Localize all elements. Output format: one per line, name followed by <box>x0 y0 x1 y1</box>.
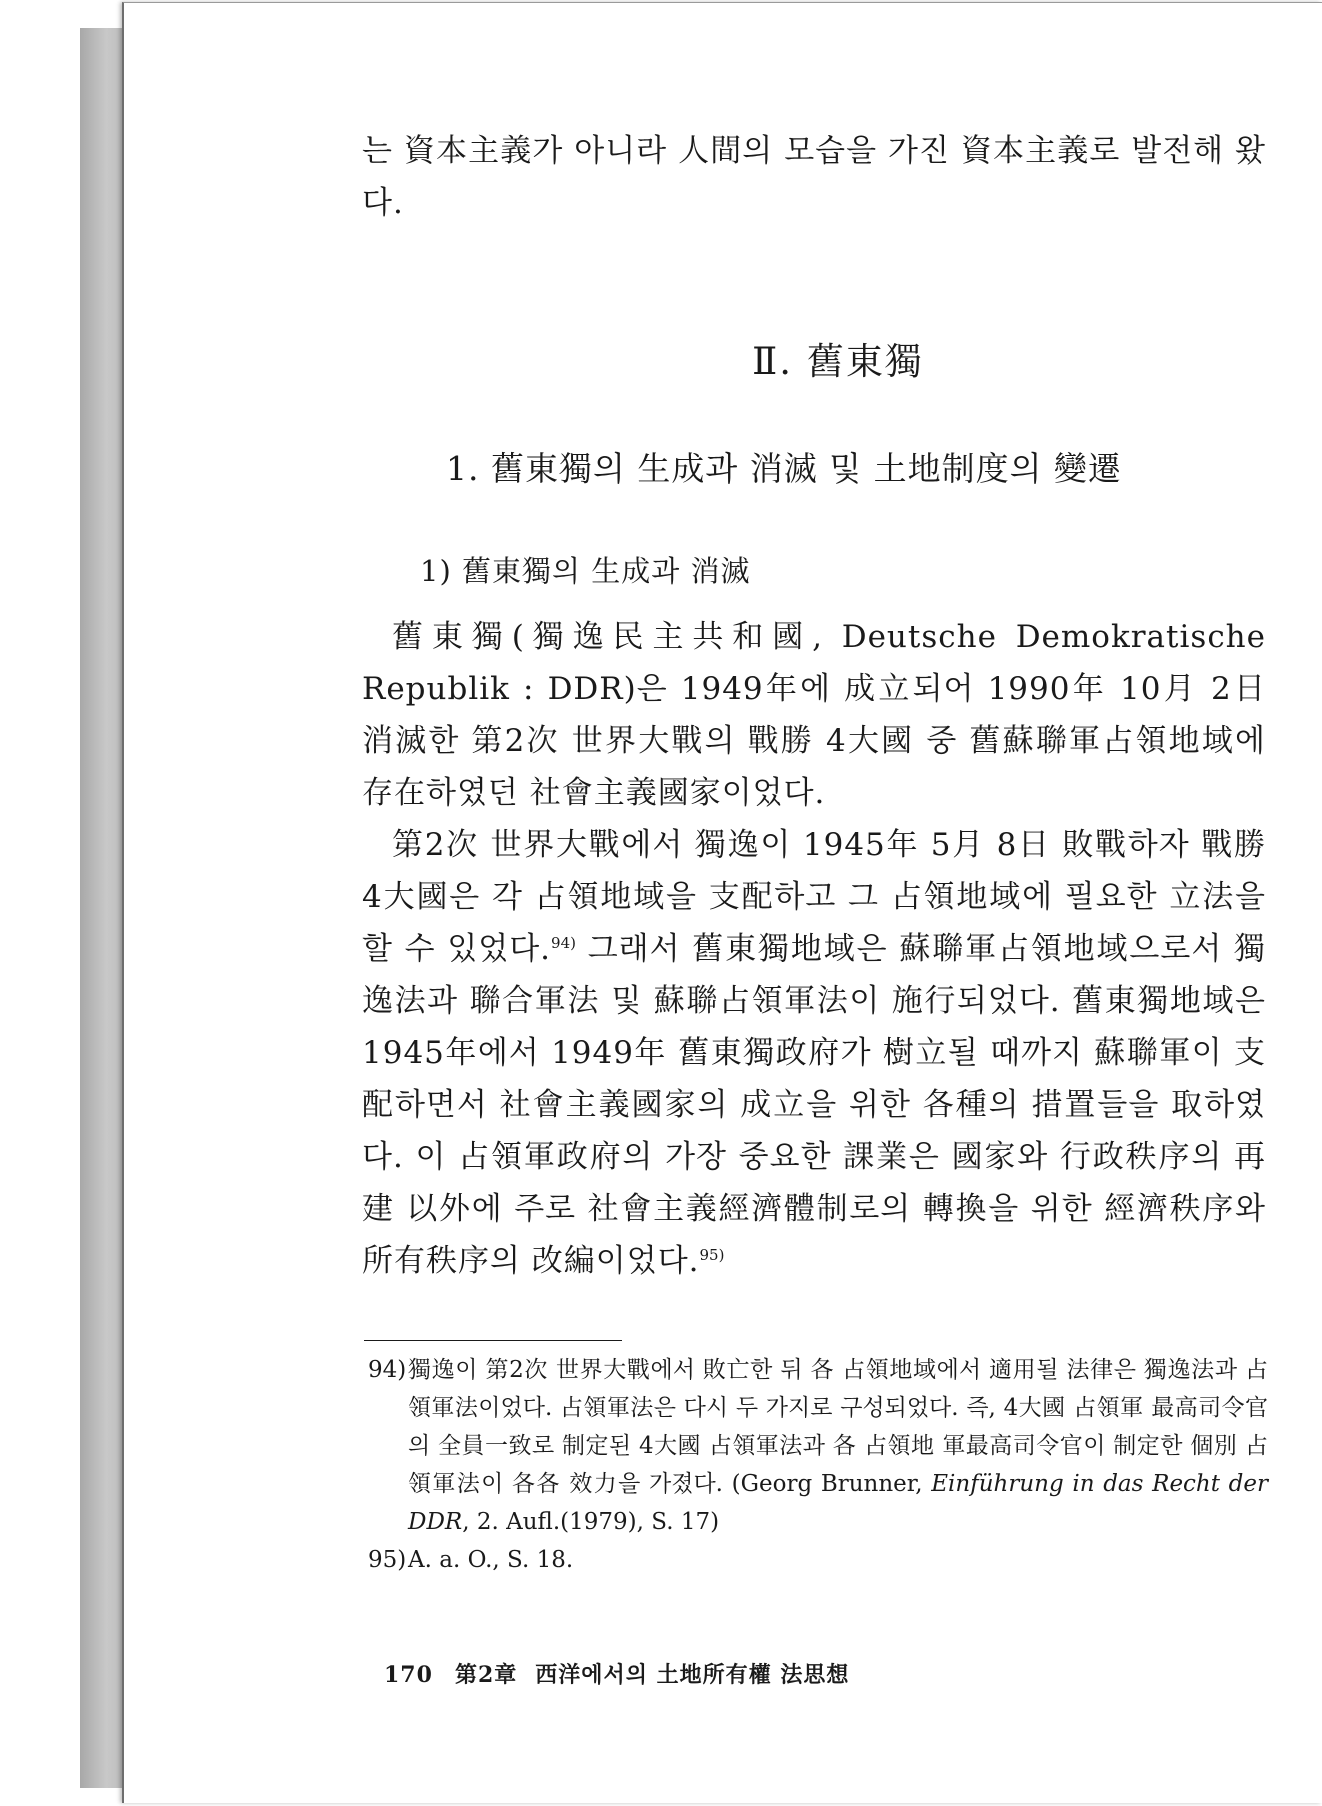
footer-chapter: 第2章 <box>454 1662 518 1688</box>
footnote-citation-tail: , 2. Aufl.(1979), S. 17) <box>462 1509 720 1535</box>
footnote-divider <box>364 1340 622 1341</box>
paragraph-2-part-b: 그래서 舊東獨地域은 蘇聯軍占領地域으로서 獨逸法과 聯合軍法 및 蘇聯占領軍法이 施行되었다. 舊東獨地域은 1945年에서 1949年 舊東獨政府가 樹立될 때까지 蘇聯軍이 支配하면서 社會主義國家의 成立을 위한 各種의 措置들을 取하였다. 이 占領軍政府의 가장 중요한 課業은 國家와 行政秩序의 再建 以外에 주로 社會主義經濟體制로의 轉換을 위한 經濟秩序와 所有秩序의 改編이었다. <box>362 931 1266 1279</box>
footnote-ref-95: 95) <box>699 1246 725 1264</box>
footnote-citation-title: Einführung in das Recht der DDR <box>408 1471 1268 1535</box>
lead-text: 는 資本主義가 아니라 人間의 모습을 가진 資本主義로 발전해 왔다. <box>362 133 1266 221</box>
footnote-text: 獨逸이 第2次 世界大戰에서 敗亡한 뒤 各 占領地域에서 適用될 法律은 獨逸法과 占領軍法이었다. 占領軍法은 다시 두 가지로 구성되었다. 즉, 4大國 占領軍 最高司令官의 全員一致로 制定된 4大國 占領軍法과 各 占領地 軍最高司令官이 制定한 個別 占領軍法이 各各 效力을 가졌다. (Georg Brunner, <box>408 1357 1268 1497</box>
footnote-number: 94) <box>368 1357 407 1383</box>
book-page <box>122 2 1322 1803</box>
lead-paragraph <box>362 125 1266 229</box>
paragraph-2-part-a: 第2次 世界大戰에서 獨逸이 1945年 5月 8日 敗戰하자 戰勝 4大國은 각 占領地域을 支配하고 그 占領地域에 필요한 立法을 할 수 있었다. <box>362 827 1266 967</box>
book-spine <box>80 28 124 1788</box>
body-text <box>362 611 1266 1287</box>
footnote-94 <box>368 1351 1268 1541</box>
paragraph-2 <box>362 819 1266 1287</box>
subsection-heading: 1) 舊東獨의 生成과 消滅 <box>420 554 751 588</box>
footnote-number: 95) <box>368 1547 407 1573</box>
paragraph-1: 舊東獨(獨逸民主共和國, Deutsche Demokratische Republik : DDR)은 1949年에 成立되어 1990年 10月 2日 消滅한 第2次 世界大戰의 戰勝 4大國 중 舊蘇聯軍占領地域에 存在하였던 社會主義國家이었다. <box>362 619 1266 811</box>
footnote-95 <box>368 1541 1268 1579</box>
footer-title: 西洋에서의 土地所有權 法思想 <box>535 1662 850 1688</box>
page-footer <box>384 1658 849 1689</box>
footnotes <box>368 1351 1268 1579</box>
section-heading: 1. 舊東獨의 生成과 消滅 및 土地制度의 變遷 <box>446 449 1122 488</box>
footnote-text: A. a. O., S. 18. <box>408 1547 574 1573</box>
page-content <box>124 3 1322 1803</box>
page-number: 170 <box>384 1662 433 1688</box>
footnote-ref-94: 94) <box>551 934 576 952</box>
chapter-heading: Ⅱ. 舊東獨 <box>752 340 924 383</box>
book <box>78 2 1322 1806</box>
